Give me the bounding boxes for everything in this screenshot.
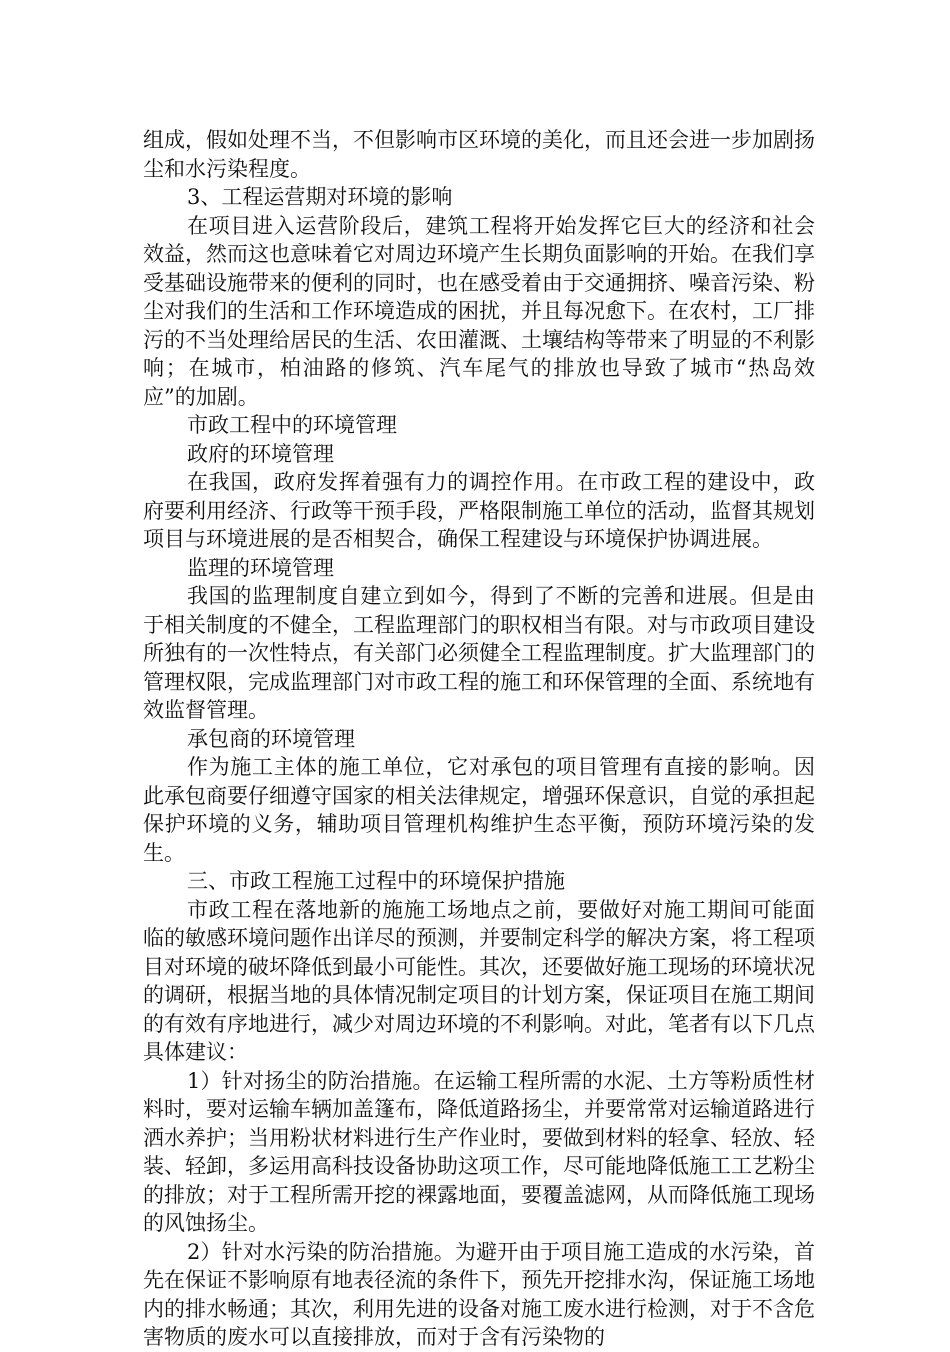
- paragraph: 组成，假如处理不当，不但影响市区环境的美化，而且还会进一步加剧扬尘和水污染程度。: [143, 128, 815, 181]
- subsection-heading: 政府的环境管理: [187, 441, 334, 466]
- paragraph: 市政工程在落地新的施施工场地点之前，要做好对施工期间可能面临的敏感环境问题作出详尽的预测，并要制定科学的解决方案，将工程项目对环境的破坏降低到最小可能性。其次，还要做好施工现场的环境状况的调研，根据当地的具体情况制定项目的计划方案，保证项目在施工期间的有效有序地进行，减少对周边环境的不利影响。对此，笔者有以下几点具体建议：: [143, 897, 815, 1064]
- subsection-heading: 监理的环境管理: [187, 555, 334, 580]
- list-item: 1）针对扬尘的防治措施。在运输工程所需的水泥、土方等粉质性材料时，要对运输车辆加盖篷布，降低道路扬尘，并要常常对运输道路进行洒水养护；当用粉状材料进行生产作业时，要做到材料的轻拿、轻放、轻装、轻卸，多运用高科技设备协助这项工作，尽可能地降低施工工艺粉尘的排放；对于工程所需开挖的裸露地面，要覆盖滤网，从而降低施工现场的风蚀扬尘。: [143, 1068, 815, 1235]
- paragraph: 作为施工主体的施工单位，它对承包的项目管理有直接的影响。因此承包商要仔细遵守国家的相关法律规定，增强环保意识，自觉的承担起保护环境的义务，辅助项目管理机构维护生态平衡，预防环境污染的发生。: [143, 755, 815, 865]
- list-item: 2）针对水污染的防治措施。为避开由于项目施工造成的水污染，首先在保证不影响原有地表径流的条件下，预先开挖排水沟，保证施工场地内的排水畅通；其次，利用先进的设备对施工废水进行检测，对于不含危害物质的废水可以直接排放，而对于含有污染物的: [143, 1239, 815, 1349]
- subsection-heading: 承包商的环境管理: [187, 726, 355, 751]
- section-heading: 三、市政工程施工过程中的环境保护措施: [187, 869, 565, 893]
- section-heading: 3、工程运营期对环境的影响: [187, 185, 453, 209]
- paragraph: 我国的监理制度自建立到如今，得到了不断的完善和进展。但是由于相关制度的不健全，工程监理部门的职权相当有限。对与市政项目建设所独有的一次性特点，有关部门必须健全工程监理制度。扩大监理部门的管理权限，完成监理部门对市政工程的施工和环保管理的全面、系统地有效监督管理。: [143, 584, 815, 722]
- section-heading: 市政工程中的环境管理: [187, 413, 397, 437]
- paragraph: 在项目进入运营阶段后，建筑工程将开始发挥它巨大的经济和社会效益，然而这也意味着它对周边环境产生长期负面影响的开始。在我们享受基础设施带来的便利的同时，也在感受着由于交通拥挤、噪音污染、粉尘对我们的生活和工作环境造成的困扰，并且每况愈下。在农村，工厂排污的不当处理给居民的生活、农田灌溉、土壤结构等带来了明显的不利影响；在城市，柏油路的修筑、汽车尾气的排放也导致了城市“热岛效应”的加剧。: [143, 213, 815, 409]
- paragraph: 在我国，政府发挥着强有力的调控作用。在市政工程的建设中，政府要利用经济、行政等干预手段，严格限制施工单位的活动，监督其规划项目与环境进展的是否相契合，确保工程建设与环境保护协调进展。: [143, 470, 815, 551]
- document-body: [143, 126, 815, 1352]
